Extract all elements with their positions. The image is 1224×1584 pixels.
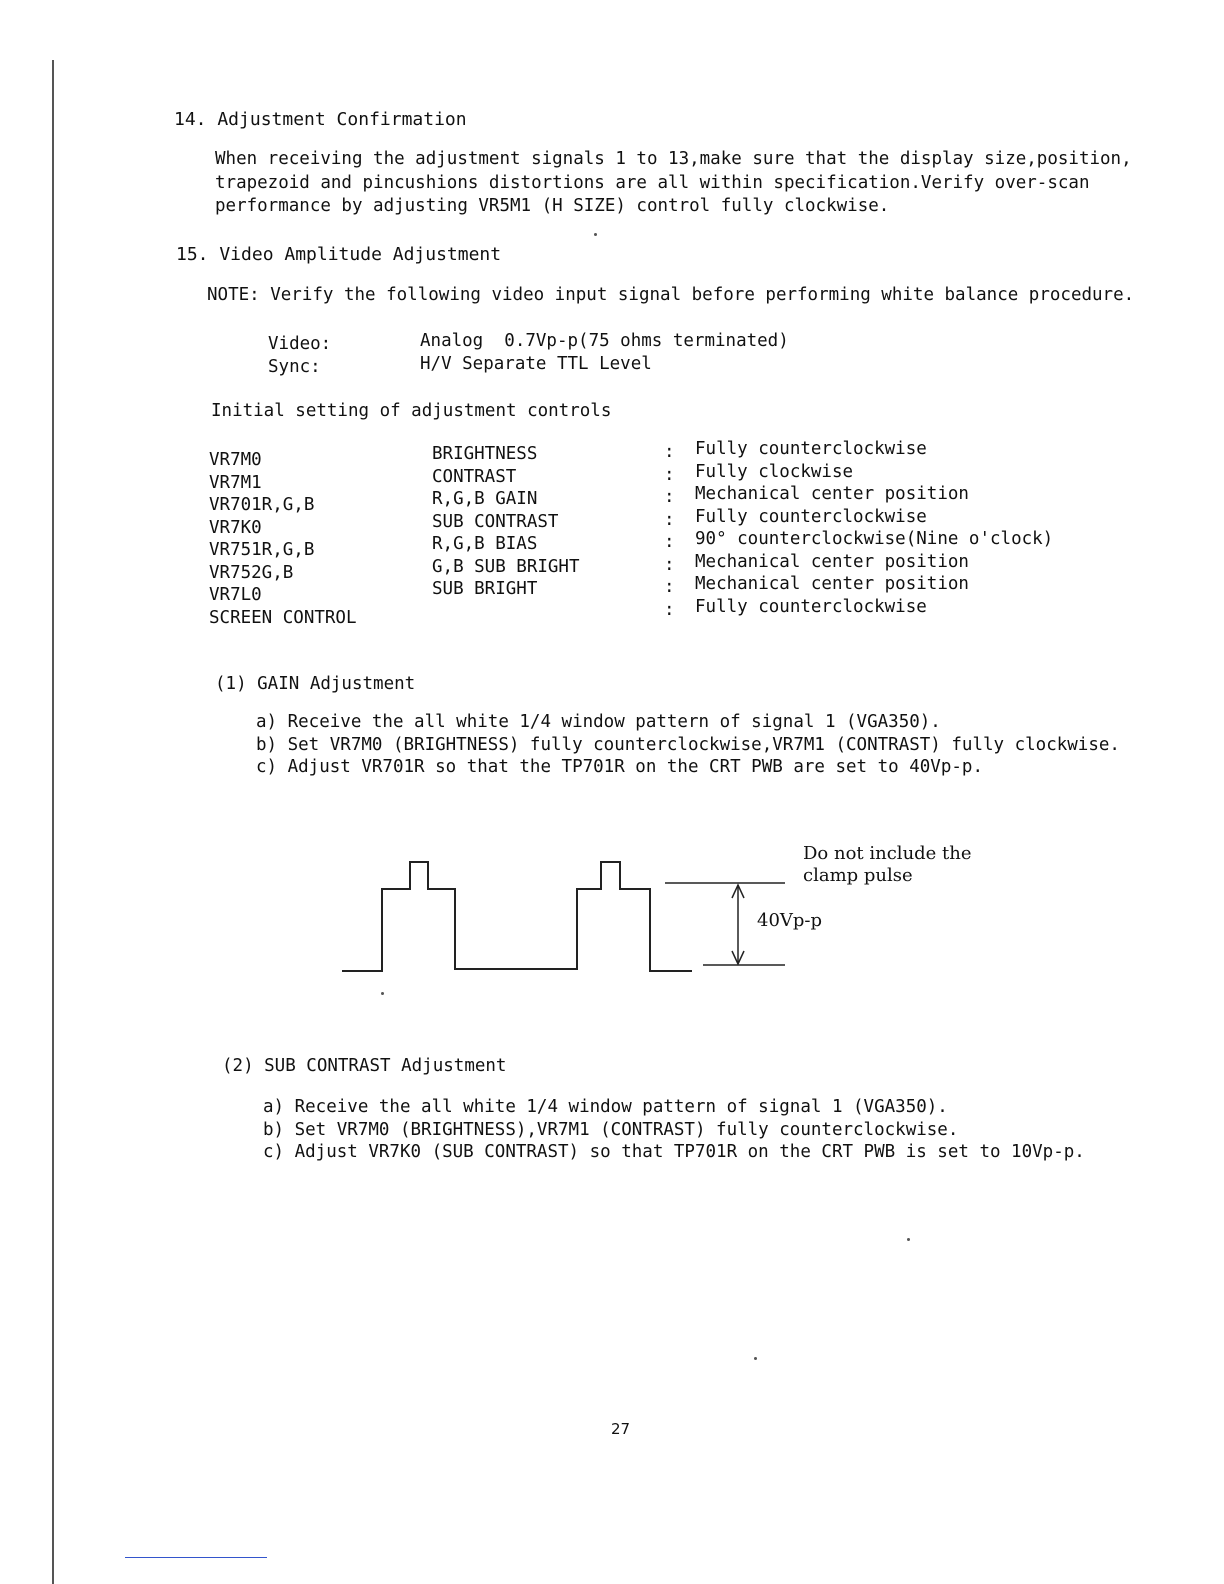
initial-setting-heading: Initial setting of adjustment controls	[211, 401, 612, 421]
colon: :	[664, 577, 675, 597]
page-edge-line	[52, 60, 54, 1584]
gain-heading: (1) GAIN Adjustment	[215, 674, 416, 694]
paragraph-line: When receiving the adjustment signals 1 to 13,make sure that the display size,position,	[215, 149, 1132, 169]
control-setting: Mechanical center position	[695, 484, 969, 504]
colon: :	[664, 487, 675, 507]
clamp-note-line: clamp pulse	[803, 865, 913, 886]
waveform-trace	[342, 862, 692, 971]
control-id: VR7L0	[209, 585, 262, 605]
colon: :	[664, 464, 675, 485]
gain-step: c) Adjust VR701R so that the TP701R on the CRT PWB are set to 40Vp-p.	[256, 757, 983, 777]
control-name: SUB BRIGHT	[432, 579, 538, 599]
control-id: VR701R,G,B	[209, 495, 315, 515]
signal-label-video: Video:	[268, 334, 332, 354]
colon: :	[664, 509, 675, 530]
control-ids-column	[209, 449, 357, 629]
control-settings-column	[695, 438, 1053, 618]
section-14-heading: 14. Adjustment Confirmation	[174, 109, 467, 130]
clamp-note	[803, 843, 972, 887]
gain-step: b) Set VR7M0 (BRIGHTNESS) fully counterclockwise,VR7M1 (CONTRAST) fully clockwise.	[256, 734, 1120, 755]
control-names-column	[432, 443, 580, 601]
control-setting: Fully counterclockwise	[695, 439, 927, 459]
control-name: R,G,B BIAS	[432, 534, 538, 554]
signal-value-video: Analog 0.7Vp-p(75 ohms terminated)	[420, 331, 789, 351]
sub-contrast-step: b) Set VR7M0 (BRIGHTNESS),VR7M1 (CONTRAST) fully counterclockwise.	[263, 1119, 959, 1140]
control-id: VR7K0	[209, 517, 262, 538]
signal-value-sync: H/V Separate TTL Level	[420, 353, 652, 374]
control-id: SCREEN CONTROL	[209, 607, 357, 628]
control-setting: Fully clockwise	[695, 461, 854, 482]
bottom-rule	[125, 1557, 267, 1558]
control-setting: 90° counterclockwise(Nine o'clock)	[695, 529, 1054, 549]
control-name: R,G,B GAIN	[432, 489, 538, 509]
amplitude-label: 40Vp-p	[757, 910, 823, 931]
sub-contrast-step: a) Receive the all white 1/4 window pattern of signal 1 (VGA350).	[263, 1097, 948, 1117]
scan-speck	[907, 1238, 910, 1241]
colon-column	[664, 441, 675, 621]
control-name: BRIGHTNESS	[432, 444, 538, 464]
paragraph-line: performance by adjusting VR5M1 (H SIZE) control fully clockwise.	[215, 196, 890, 216]
control-setting: Fully counterclockwise	[695, 506, 927, 527]
signal-label-sync: Sync:	[268, 356, 321, 377]
control-id: VR751R,G,B	[209, 540, 315, 560]
signal-values	[420, 330, 789, 375]
sub-contrast-heading: (2) SUB CONTRAST Adjustment	[222, 1056, 507, 1076]
clamp-note-line: Do not include the	[803, 843, 972, 864]
scan-speck	[594, 233, 597, 236]
colon: :	[664, 554, 675, 575]
note-text: NOTE: Verify the following video input signal before performing white balance procedure.	[207, 285, 1135, 305]
sub-contrast-step: c) Adjust VR7K0 (SUB CONTRAST) so that TP701R on the CRT PWB is set to 10Vp-p.	[263, 1142, 1085, 1162]
waveform-diagram	[330, 850, 800, 985]
control-id: VR7M0	[209, 450, 262, 470]
section-14-paragraph	[215, 148, 1132, 219]
paragraph-line: trapezoid and pincushions distortions are all within specification.Verify over-scan	[215, 172, 1090, 193]
section-15-heading: 15. Video Amplitude Adjustment	[176, 244, 502, 265]
control-setting: Mechanical center position	[695, 551, 969, 572]
control-name: SUB CONTRAST	[432, 511, 559, 532]
control-setting: Mechanical center position	[695, 574, 969, 594]
control-id: VR7M1	[209, 472, 262, 493]
control-setting: Fully counterclockwise	[695, 596, 927, 617]
gain-steps	[256, 711, 1120, 779]
colon: :	[664, 532, 675, 552]
scan-speck	[381, 992, 384, 995]
colon: :	[664, 599, 675, 620]
sub-contrast-steps	[263, 1096, 1085, 1164]
control-name: CONTRAST	[432, 466, 517, 487]
colon: :	[664, 442, 675, 462]
scan-speck	[754, 1357, 757, 1360]
control-id: VR752G,B	[209, 562, 294, 583]
control-name: G,B SUB BRIGHT	[432, 556, 580, 577]
signal-labels	[268, 333, 331, 378]
gain-step: a) Receive the all white 1/4 window pattern of signal 1 (VGA350).	[256, 712, 941, 732]
page-number: 27	[611, 1420, 631, 1438]
